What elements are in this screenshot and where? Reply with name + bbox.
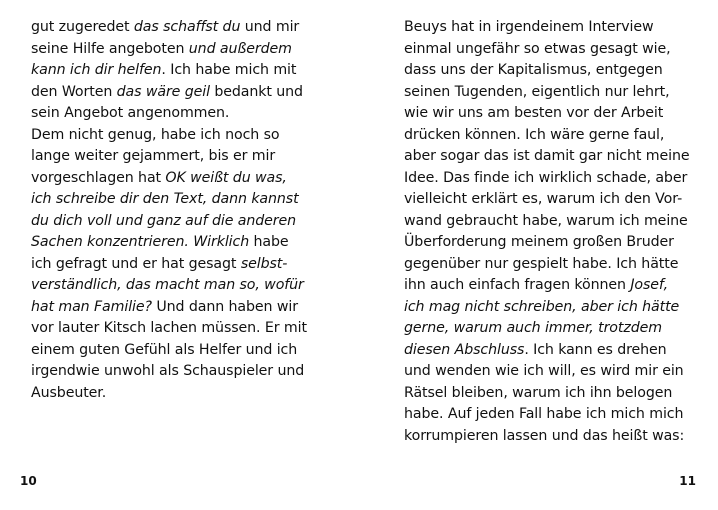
text-segment: Überforderung meinem großen Bruder <box>404 234 674 250</box>
text-segment: vorgeschlagen hat <box>31 169 166 186</box>
text-line <box>31 39 307 61</box>
text-line <box>404 318 689 340</box>
italic-text: du dich voll und ganz auf die anderen <box>31 212 297 229</box>
italic-text: das schaffst du <box>133 19 241 35</box>
text-segment: Rätsel bleiben, warum ich ihn belogen <box>404 384 673 401</box>
text-line <box>31 297 307 319</box>
text-segment: Dem nicht genug, habe ich noch so <box>31 126 280 143</box>
text-segment: Beuys hat in irgendeinem Interview <box>404 19 654 35</box>
text-line <box>404 60 689 82</box>
text-segment: seinen Tugenden, eigentlich nur lehrt, <box>404 83 670 100</box>
text-line <box>404 211 689 233</box>
text-segment: Idee. Das finde ich wirklich schade, aber <box>404 169 688 186</box>
text-line <box>31 168 307 190</box>
text-line <box>31 275 307 297</box>
italic-text: Josef, <box>630 277 668 293</box>
italic-text: Sachen konzentrieren. Wirklich <box>31 234 250 250</box>
text-line <box>31 361 307 383</box>
right-page-number: 11 <box>679 474 696 488</box>
text-segment: vor lauter Kitsch lachen müssen. Er mit <box>31 320 307 336</box>
text-segment: Und dann haben wir <box>151 298 298 315</box>
right-page <box>359 0 718 510</box>
text-segment: drücken können. Ich wäre gerne faul, <box>404 126 665 143</box>
text-line <box>31 383 307 405</box>
left-page-number: 10 <box>20 474 37 488</box>
text-line <box>404 189 689 211</box>
text-segment: ich gefragt und er hat gesagt <box>31 255 241 272</box>
italic-text: ich mag nicht schreiben, aber ich hätte <box>404 298 680 315</box>
text-line <box>31 103 307 125</box>
text-line <box>404 232 689 254</box>
italic-text: verständlich, das macht man so, wofür <box>31 277 304 293</box>
text-line <box>404 340 689 362</box>
text-line <box>31 318 307 340</box>
text-segment: und mir <box>240 19 300 35</box>
text-line <box>404 404 689 426</box>
text-line <box>404 426 689 448</box>
italic-text: diesen Abschluss <box>404 341 525 358</box>
text-line <box>31 82 307 104</box>
text-segment: Ausbeuter. <box>31 384 107 401</box>
text-line <box>404 168 689 190</box>
text-line <box>31 211 307 233</box>
text-line <box>404 383 689 405</box>
text-segment: . Ich kann es drehen <box>524 341 667 358</box>
text-segment: vielleicht erklärt es, warum ich den Vor- <box>404 191 683 207</box>
left-page-text <box>31 17 307 404</box>
text-segment: . Ich habe mich mit <box>161 62 297 78</box>
italic-text: das wäre geil <box>116 83 210 100</box>
text-segment: habe. Auf jeden Fall habe ich mich mich <box>404 406 684 422</box>
text-segment: irgendwie unwohl als Schauspieler und <box>31 363 305 379</box>
text-segment: dass uns der Kapitalismus, entgegen <box>404 62 663 78</box>
text-line <box>404 125 689 147</box>
text-line <box>404 103 689 125</box>
text-line <box>31 254 307 276</box>
text-segment: ihn auch einfach fragen können <box>404 277 631 293</box>
text-line <box>31 189 307 211</box>
text-segment: gut zugeredet <box>31 19 134 35</box>
text-segment: einem guten Gefühl als Helfer und ich <box>31 341 298 358</box>
text-segment: einmal ungefähr so etwas gesagt wie, <box>404 40 671 57</box>
text-line <box>404 82 689 104</box>
italic-text: kann ich dir helfen <box>31 62 162 78</box>
text-segment: gegenüber nur gespielt habe. Ich hätte <box>404 255 679 272</box>
text-line <box>404 297 689 319</box>
text-segment: und wenden wie ich will, es wird mir ein <box>404 363 684 379</box>
text-segment: wie wir uns am besten vor der Arbeit <box>404 105 664 121</box>
text-line <box>404 146 689 168</box>
text-line <box>31 232 307 254</box>
text-line <box>404 361 689 383</box>
text-line <box>31 340 307 362</box>
text-line <box>404 17 689 39</box>
italic-text: selbst- <box>240 255 288 272</box>
text-line <box>31 60 307 82</box>
text-line <box>404 39 689 61</box>
text-segment: lange weiter gejammert, bis er mir <box>31 148 276 164</box>
text-line <box>31 146 307 168</box>
text-line <box>404 254 689 276</box>
right-page-text <box>404 17 689 447</box>
italic-text: ich schreibe dir den Text, dann kannst <box>31 191 299 207</box>
text-segment: aber sogar das ist damit gar nicht meine <box>404 148 690 164</box>
italic-text: gerne, warum auch immer, trotzdem <box>404 320 662 336</box>
text-segment: wand gebraucht habe, warum ich meine <box>404 212 688 229</box>
text-segment: korrumpieren lassen und das heißt was: <box>404 427 685 444</box>
text-segment: habe <box>249 234 289 250</box>
italic-text: und außerdem <box>188 40 292 57</box>
text-segment: seine Hilfe angeboten <box>31 40 189 57</box>
text-line <box>404 275 689 297</box>
text-line <box>31 125 307 147</box>
italic-text: hat man Familie? <box>31 298 152 315</box>
text-segment: sein Angebot angenommen. <box>31 105 230 121</box>
text-line <box>31 17 307 39</box>
text-segment: bedankt und <box>209 83 303 100</box>
italic-text: OK weißt du was, <box>165 169 287 186</box>
text-segment: den Worten <box>31 83 117 100</box>
